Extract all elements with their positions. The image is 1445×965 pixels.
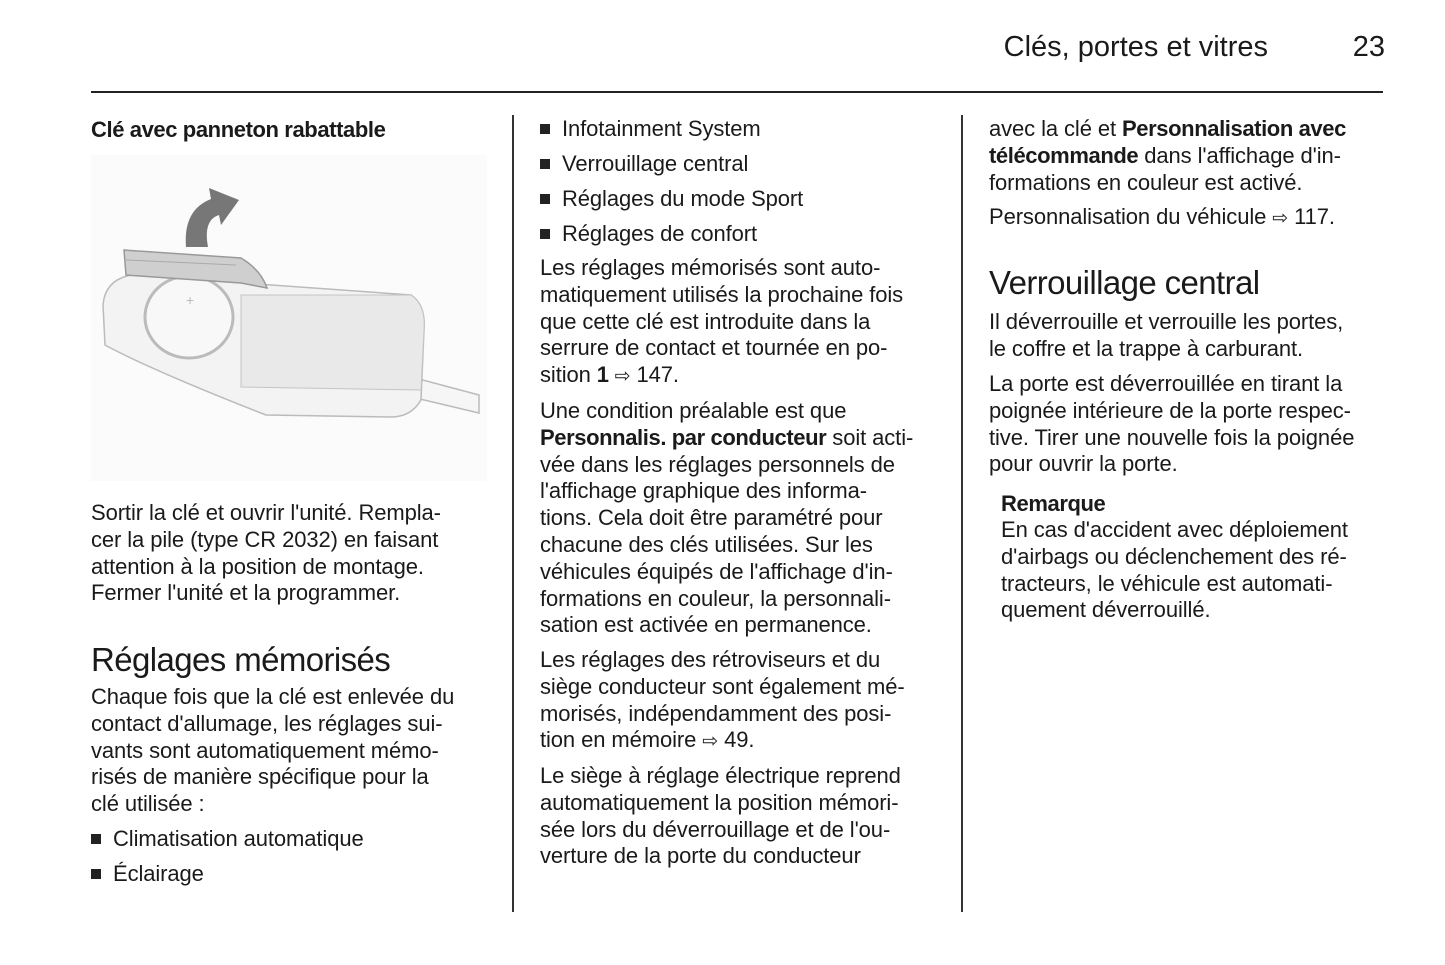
header-divider [91, 91, 1383, 93]
text-line [91, 764, 454, 791]
paragraph [91, 500, 441, 607]
paragraph [989, 371, 1354, 478]
text-line [540, 255, 903, 282]
paragraph [989, 204, 1335, 231]
text-segment: véhicules équipés de l'affichage d'in- [540, 558, 893, 584]
text-segment: Sortir la clé et ouvrir l'unité. Rempla- [91, 500, 441, 525]
text-line [91, 580, 441, 607]
text-segment: Réglages de confort [562, 221, 758, 246]
text-segment: avec la clé et [989, 116, 1123, 141]
text-line [540, 151, 748, 178]
text-segment: Les réglages des rétroviseurs et du [540, 647, 881, 672]
text-line [540, 221, 757, 248]
note-text [1001, 517, 1348, 624]
section-heading [91, 640, 390, 680]
text-segment: siège conducteur sont également mé- [540, 673, 905, 699]
text-line [989, 398, 1354, 425]
text-segment: vée dans les réglages personnels de [540, 451, 895, 477]
text-segment: Personnalisation du véhicule [989, 204, 1273, 229]
text-segment: risés de manière spécifique pour la [91, 764, 429, 790]
bold-term: Personnalis. par conducteur [540, 424, 827, 450]
list-item [540, 221, 757, 248]
paragraph [540, 647, 905, 754]
text-segment: serrure de contact et tournée en po- [540, 335, 888, 361]
bold-term: 1 [596, 362, 609, 388]
text-line [540, 532, 913, 559]
text-segment: d'airbags ou déclenchement des ré- [1001, 543, 1347, 569]
text-line [1001, 490, 1105, 517]
text-segment: quement déverrouillé. [1001, 597, 1211, 623]
subheading [91, 116, 385, 143]
text-line [540, 701, 905, 728]
text-line [540, 478, 913, 505]
text-segment: 49. [718, 727, 755, 753]
text-segment: formations en couleur, la personnali- [540, 585, 891, 611]
text-line [989, 371, 1354, 398]
text-line [989, 170, 1346, 197]
note-heading [1001, 490, 1105, 517]
text-segment: Fermer l'unité et la programmer. [91, 580, 401, 606]
text-line [540, 647, 905, 674]
text-line [91, 791, 454, 818]
text-line [989, 451, 1354, 478]
text-line [989, 143, 1346, 170]
text-line [91, 684, 454, 711]
text-line [540, 335, 903, 362]
text-line [1001, 571, 1348, 598]
text-line [989, 204, 1335, 231]
list-item [540, 151, 748, 178]
text-segment: morisés, indépendamment des posi- [540, 700, 892, 726]
text-line [540, 559, 913, 586]
text-line [91, 116, 385, 143]
text-line [989, 263, 1260, 303]
text-segment: tion en mémoire [540, 727, 703, 753]
text-line [540, 612, 913, 639]
open-arrow-icon [186, 188, 239, 247]
paragraph [989, 309, 1343, 363]
text-line [989, 336, 1343, 363]
text-segment: le coffre et la trappe à carburant. [989, 335, 1304, 361]
text-segment: Il déverrouille et verrouille les portes, [989, 309, 1344, 334]
text-segment: cer la pile (type CR 2032) en faisant [91, 526, 439, 552]
text-line [91, 826, 364, 853]
text-segment: Une condition préalable est que [540, 398, 847, 423]
text-line [540, 398, 913, 425]
list-item [540, 116, 761, 143]
text-segment: l'affichage graphique des informa- [540, 478, 867, 504]
text-segment: matiquement utilisés la prochaine fois [540, 281, 904, 307]
text-segment: tive. Tirer une nouvelle fois la poignée [989, 424, 1355, 450]
text-segment: Verrouillage central [562, 151, 749, 176]
text-line [540, 362, 903, 389]
text-line [91, 738, 454, 765]
text-segment: que cette clé est introduite dans la [540, 308, 871, 334]
section-heading [989, 263, 1260, 303]
text-segment: 147. [630, 362, 679, 388]
text-line [540, 586, 913, 613]
text-line [989, 425, 1354, 452]
text-line [540, 843, 901, 870]
text-line [540, 505, 913, 532]
text-line [1001, 544, 1348, 571]
text-segment: contact d'allumage, les réglages sui- [91, 710, 443, 736]
bold-term: télécommande [989, 142, 1139, 168]
paragraph [540, 398, 913, 639]
text-line [540, 309, 903, 336]
section-title: Clés, portes et vitres [1003, 31, 1268, 63]
text-line [540, 282, 903, 309]
text-segment: Réglages mémorisés [91, 641, 391, 678]
text-line [540, 186, 803, 213]
text-segment: verture de la porte du conducteur [540, 843, 861, 869]
text-segment: soit acti- [826, 424, 914, 450]
bold-term: Personnalisation avec [1122, 116, 1346, 141]
text-line [91, 711, 454, 738]
svg-text:+: + [186, 292, 195, 308]
text-segment: Infotainment System [562, 116, 761, 141]
paragraph [540, 255, 903, 389]
text-segment: tions. Cela doit être paramétré pour [540, 505, 883, 531]
text-segment: Éclairage [113, 861, 204, 886]
text-segment: sation est activée en permanence. [540, 612, 872, 638]
text-segment: attention à la position de montage. [91, 553, 424, 579]
paragraph [91, 684, 454, 818]
text-segment: 117. [1288, 204, 1335, 229]
battery-icon [145, 276, 233, 358]
text-line [540, 790, 901, 817]
text-line [989, 116, 1346, 143]
list-item [91, 861, 204, 888]
column-divider [961, 115, 963, 912]
text-segment: Le siège à réglage électrique reprend [540, 763, 901, 788]
text-line [540, 817, 901, 844]
text-line [91, 640, 390, 680]
paragraph [989, 116, 1346, 196]
text-line [91, 500, 441, 527]
text-segment: Climatisation automatique [113, 826, 364, 851]
page-reference-arrow-icon: ⇨ [614, 366, 631, 388]
text-line [540, 425, 913, 452]
text-line [1001, 597, 1348, 624]
text-segment: sition [540, 362, 597, 388]
page-reference-arrow-icon: ⇨ [702, 731, 719, 753]
text-segment: La porte est déverrouillée en tirant la [989, 371, 1343, 396]
text-line [91, 861, 204, 888]
text-line [1001, 517, 1348, 544]
text-segment: pour ouvrir la porte. [989, 451, 1178, 477]
text-segment: Réglages du mode Sport [562, 186, 804, 211]
text-line [540, 674, 905, 701]
text-segment: sée lors du déverrouillage et de l'ou- [540, 816, 891, 842]
text-segment: En cas d'accident avec déploiement [1001, 517, 1348, 542]
text-segment: Chaque fois que la clé est enlevée du [91, 684, 455, 709]
list-item [91, 826, 364, 853]
page-number: 23 [1352, 31, 1385, 63]
key-battery-illustration [91, 155, 487, 481]
text-line [540, 116, 761, 143]
text-segment: formations en couleur est activé. [989, 169, 1303, 195]
page-reference-arrow-icon: ⇨ [1272, 208, 1289, 229]
text-line [540, 763, 901, 790]
text-segment: Les réglages mémorisés sont auto- [540, 255, 881, 280]
text-segment: automatiquement la position mémori- [540, 789, 899, 815]
list-item [540, 186, 803, 213]
text-segment: Verrouillage central [989, 264, 1260, 301]
text-segment: clé utilisée : [91, 791, 205, 817]
text-segment: poignée intérieure de la porte respec- [989, 397, 1351, 423]
column-divider [512, 115, 514, 912]
text-line [540, 727, 905, 754]
text-segment: vants sont automatiquement mémo- [91, 737, 439, 763]
text-segment: dans l'affichage d'in- [1138, 142, 1341, 168]
text-line [91, 554, 441, 581]
text-segment: Clé avec panneton rabattable [91, 117, 386, 142]
text-line [91, 527, 441, 554]
text-line [989, 309, 1343, 336]
paragraph [540, 763, 901, 870]
text-segment: chacune des clés utilisées. Sur les [540, 531, 873, 557]
text-segment: Remarque [1001, 491, 1106, 516]
text-segment: tracteurs, le véhicule est automati- [1001, 570, 1333, 596]
text-line [540, 452, 913, 479]
